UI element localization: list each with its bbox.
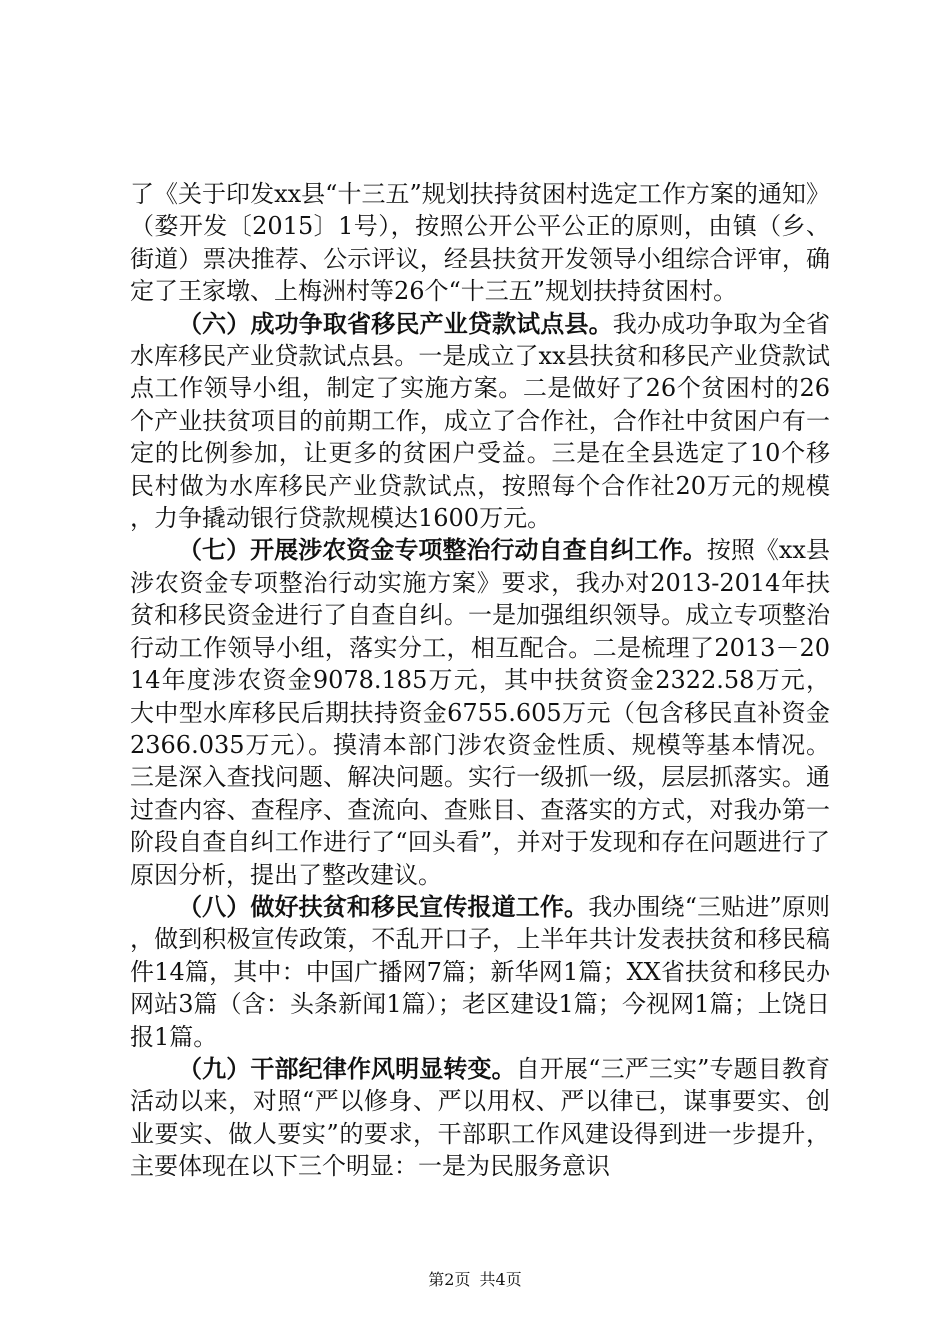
section-heading-9: （九）干部纪律作风明显转变。 <box>178 1054 516 1083</box>
paragraph-section-8 <box>130 891 830 1053</box>
section-heading-8: （八）做好扶贫和移民宣传报道工作。 <box>178 892 589 921</box>
paragraph-text: 了《关于印发xx县“十三五”规划扶持贫困村选定工作方案的通知》（婺开发〔2015〕1号），按照公开公平公正的原则，由镇（乡、街道）票决推荐、公示评议，经县扶贫开发领导小组综合评审，确定了王家墩、上梅洲村等26个“十三五”规划扶持贫困村。 <box>130 180 830 306</box>
section-heading-7: （七）开展涉农资金专项整治行动自查自纠工作。 <box>178 536 707 565</box>
document-body <box>130 178 830 1183</box>
paragraph-continuation <box>130 178 830 308</box>
paragraph-text: 自开展“三严三实”专题目教育活动以来，对照“严以修身、严以用权、严以律已，谋事要实、创业要实、做人要实”的要求，干部职工作风建设得到进一步提升，主要体现在以下三个明显：一是为民服务意识 <box>130 1054 830 1181</box>
paragraph-section-9 <box>130 1053 830 1183</box>
paragraph-section-6 <box>130 308 830 535</box>
paragraph-text: 我办围绕“三贴进”原则，做到积极宣传政策，不乱开口子，上半年共计发表扶贫和移民稿件14篇，其中：中国广播网7篇；新华网1篇；XX省扶贫和移民办网站3篇（含：头条新闻1篇）；老区建设1篇；今视网1篇；上饶日报1篇。 <box>130 892 831 1051</box>
page-number-footer: 第2页 共4页 <box>428 1270 522 1289</box>
section-heading-6: （六）成功争取省移民产业贷款试点县。 <box>178 309 613 338</box>
paragraph-section-7 <box>130 534 830 890</box>
paragraph-text: 按照《xx县涉农资金专项整治行动实施方案》要求，我办对2013-2014年扶贫和移民资金进行了自查自纠。一是加强组织领导。成立专项整治行动工作领导小组，落实分工，相互配合。二是梳理了2013－2014年度涉农资金9078.185万元，其中扶贫资金2322.58万元，大中型水库移民后期扶持资金6755.605万元（包含移民直补资金2366.035万元）。摸清本部门涉农资金性质、规模等基本情况。三是深入查找问题、解决问题。实行一级抓一级，层层抓落实。通过查内容、查程序、查流向、查账目、查落实的方式，对我办第一阶段自查自纠工作进行了“回头看”，并对于发现和存在问题进行了原因分析，提出了整改建议。 <box>130 536 830 889</box>
paragraph-text: 我办成功争取为全省水库移民产业贷款试点县。一是成立了xx县扶贫和移民产业贷款试点工作领导小组，制定了实施方案。二是做好了26个贫困村的26个产业扶贫项目的前期工作，成立了合作社，合作社中贫困户有一定的比例参加，让更多的贫困户受益。三是在全县选定了10个移民村做为水库移民产业贷款试点，按照每个合作社20万元的规模，力争撬动银行贷款规模达1600万元。 <box>130 309 831 533</box>
